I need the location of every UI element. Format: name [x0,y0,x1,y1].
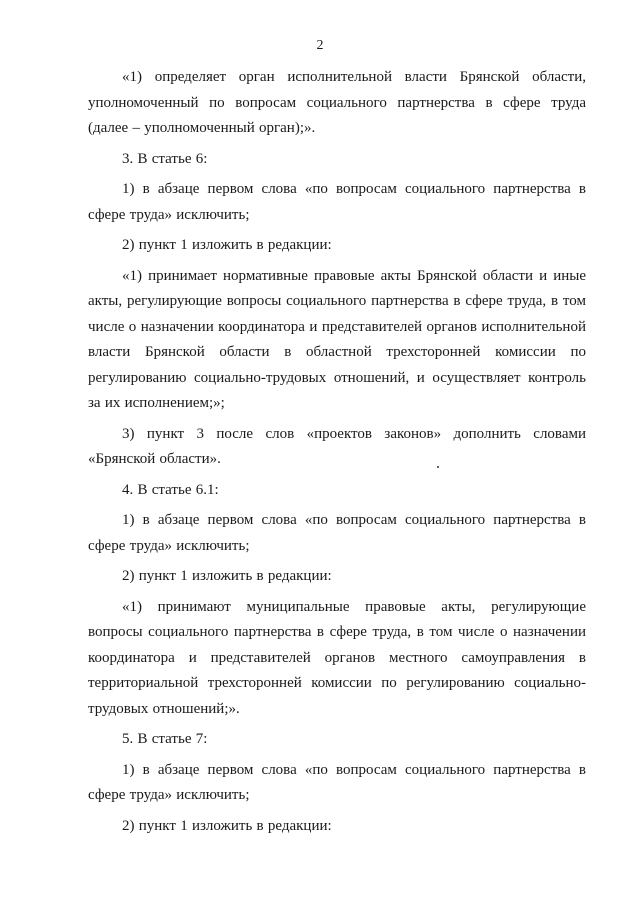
paragraph-9: 2) пункт 1 изложить в редакции: [122,568,332,584]
paragraph-3: 1) в абзаце первом слова «по вопросам социального партнерства в сфере труда» исключить; [88,181,586,223]
paragraph-10: «1) принимают муниципальные правовые акты, регулирующие вопросы социального партнерства в сфере труда, в том числе о назначении координатора и представителей органов местного самоуправления в территориальной трехсторонней комиссии по регулированию социально-трудовых отношений;». [88,598,586,717]
paragraph-2: 3. В статье 6: [122,150,208,167]
paragraph-7: 4. В статье 6.1: [122,481,219,498]
paragraph-4: 2) пункт 1 изложить в редакции: [122,237,332,253]
paragraph-6: 3) пункт 3 после слов «проектов законов» дополнить словами «Брянской области». [88,425,586,467]
paragraph-5: «1) принимает нормативные правовые акты Брянской области и иные акты, регулирующие вопросы социального партнерства в сфере труда, в том числе о назначении координатора и представителей органов исполнительной власти Брянской области в областной трехсторонней комиссии по регулированию социально-трудовых отношений, и осуществляет контроль за их исполнением;»; [88,267,586,411]
paragraph-12: 1) в абзаце первом слова «по вопросам социального партнерства в сфере труда» исключить; [88,761,586,803]
paragraph-11: 5. В статье 7: [122,731,208,747]
page-number: 2 [316,38,324,53]
paragraph-8: 1) в абзаце первом слова «по вопросам социального партнерства в сфере труда» исключить; [88,512,586,554]
document-body [88,65,586,844]
paragraph-13: 2) пункт 1 изложить в редакции: [122,817,332,834]
paragraph-1: «1) определяет орган исполнительной власти Брянской области, уполномоченный по вопросам социального партнерства в сфере труда (далее – уполномоченный орган);». [88,69,586,136]
scan-speck [437,466,439,468]
